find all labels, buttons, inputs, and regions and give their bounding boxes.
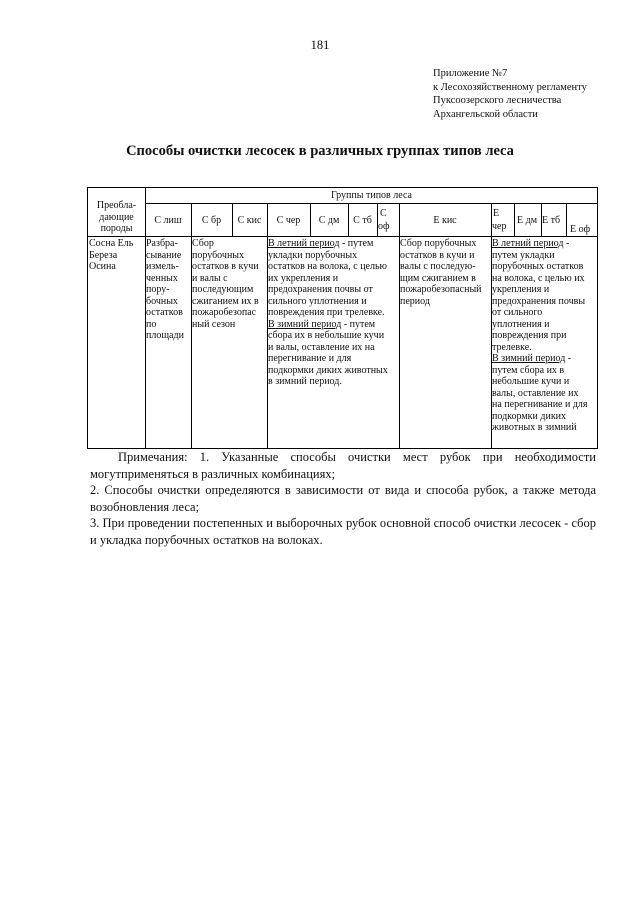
summer-label: В летний период (492, 238, 564, 249)
cell-line: ченных (146, 272, 178, 284)
header-text: Преобла- (96, 200, 137, 211)
appendix-line: Приложение №7 (433, 68, 508, 79)
summer-label: В летний период (268, 238, 340, 249)
cell-line: предохранения почвы от (268, 284, 373, 295)
column-header: С (380, 208, 387, 219)
cell-line: перегнивание и для (268, 353, 352, 364)
cell-line: измель- (146, 261, 179, 272)
cell-line: последующим (192, 284, 254, 295)
column-header: Е (493, 208, 500, 219)
cell-line: валы, оставление их (492, 387, 579, 399)
grid-line (145, 203, 598, 204)
appendix-line: к Лесохозяйственному регламенту (433, 81, 587, 93)
column-header: Е оф (570, 224, 591, 235)
cell-line: от сильного (492, 307, 543, 318)
cell-line: пору- (146, 284, 170, 295)
cell-line: ный сезон (192, 318, 236, 330)
column-header: С бр (201, 215, 222, 226)
cell-line: небольшие кучи и (492, 376, 570, 387)
cell-line: уплотнения и (492, 318, 550, 330)
column-header: чер (492, 221, 507, 232)
cell-line: сильного уплотнения и (268, 295, 367, 307)
method-cell-burn-period (400, 238, 482, 307)
cell-line: остатков (146, 307, 183, 318)
appendix-block (433, 67, 587, 121)
note-3: 3. При проведении постепенных и выборочных рубок основной способ очистки лесосек - сбор и укладка порубочных остатков на волоках. (90, 516, 597, 547)
cell-text: - путем (339, 238, 374, 249)
cell-line: сбора их в небольшие кучи (268, 330, 385, 341)
cell-line: и валы с (192, 272, 228, 284)
column-header: С тб (353, 215, 372, 226)
cell-line (492, 353, 588, 365)
cell-line: укладки порубочных (268, 249, 358, 261)
cell-line: пожаробезопас (192, 307, 257, 318)
note-1: Примечания: 1. Указанные способы очистки мест рубок при необходимости могутприменяться в различных комбинациях; (90, 450, 596, 481)
winter-label: В зимний период (492, 353, 566, 364)
grid-line (514, 203, 515, 237)
note-2: 2. Способы очистки определяются в зависимости от вида и способа рубок, а также метода возобновления леса; (90, 483, 596, 514)
cell-line: трелевке. (492, 341, 532, 353)
cell-line (268, 238, 388, 250)
cell-line: путем сбора их в (492, 364, 565, 376)
method-cell-seasonal (268, 238, 388, 388)
cell-line: подкормки диких (492, 410, 567, 422)
cell-line: по (146, 318, 157, 330)
cell-line: остатков в кучи (192, 261, 259, 272)
cleaning-methods-table (87, 187, 598, 449)
cell-line: укрепления и (492, 284, 550, 295)
column-header: Е тб (542, 215, 561, 226)
cell-line: порубочных остатков (492, 261, 584, 272)
cell-line: Сбор (192, 238, 214, 249)
cell-line: их укрепления и (268, 272, 339, 284)
row-header (88, 200, 145, 235)
cell-line: валы с последую- (400, 261, 476, 272)
cell-line: Осина (89, 261, 116, 272)
column-header: оф (378, 221, 390, 232)
cell-line: подкормки диких животных (268, 364, 388, 376)
cell-line: пожаробезопасный (400, 284, 482, 295)
cell-text: - (563, 238, 570, 249)
column-header: С лиш (154, 215, 182, 226)
cell-line: остатков на волока, с целью (268, 261, 387, 272)
cell-text: - (565, 353, 572, 364)
cell-text: - путем (341, 318, 376, 330)
cell-line: Береза (89, 249, 118, 261)
method-cell-seasonal-spruce (492, 238, 588, 434)
method-cell-burn (192, 238, 259, 330)
species-cell (89, 238, 133, 273)
cell-line: порубочных (192, 249, 245, 261)
grid-line (566, 203, 567, 237)
header-text: породы (100, 223, 133, 234)
cell-line (268, 319, 388, 331)
document-title: Способы очистки лесосек в различных группах типов леса (126, 143, 514, 159)
cell-line: период (400, 295, 430, 307)
appendix-line: Архангельской области (433, 108, 538, 120)
group-header: Группы типов леса (331, 190, 412, 201)
cell-line: бочных (146, 295, 178, 307)
cell-line: остатков в кучи и (400, 249, 475, 261)
grid-line (88, 236, 598, 237)
column-header: С дм (318, 215, 340, 226)
cell-line: площади (146, 330, 184, 341)
cell-line: повреждения при (492, 330, 567, 341)
cell-line: на перегнивание и для (492, 399, 588, 410)
cell-line: предохранения почвы (492, 295, 586, 307)
appendix-line: Пуксоозерского лесничества (433, 95, 562, 106)
cell-line: и валы, оставление их на (268, 341, 375, 353)
cell-line: Разбра- (146, 238, 178, 249)
cell-line: путем укладки (492, 249, 555, 261)
cell-line: повреждения при трелевке. (268, 307, 385, 318)
column-header: С чер (276, 215, 301, 226)
winter-label: В зимний период (268, 318, 342, 330)
cell-line: сывание (146, 249, 182, 261)
page-number: 181 (310, 38, 330, 52)
cell-line: сжиганием их в (192, 295, 259, 307)
cell-line: щим сжиганием в (400, 272, 476, 284)
cell-line: животных в зимний (492, 422, 577, 433)
method-cell-scatter (146, 238, 184, 342)
column-header: Е кис (433, 215, 457, 226)
cell-line: в зимний период. (268, 376, 342, 387)
cell-line: Сосна Ель (89, 238, 134, 249)
cell-line: Сбор порубочных (400, 238, 477, 249)
header-text: дающие (99, 211, 134, 223)
cell-line (492, 238, 588, 250)
cell-line: на волока, с целью их (492, 272, 585, 284)
column-header: Е дм (517, 215, 538, 226)
notes-block (90, 449, 596, 548)
column-header: С кис (237, 215, 262, 226)
